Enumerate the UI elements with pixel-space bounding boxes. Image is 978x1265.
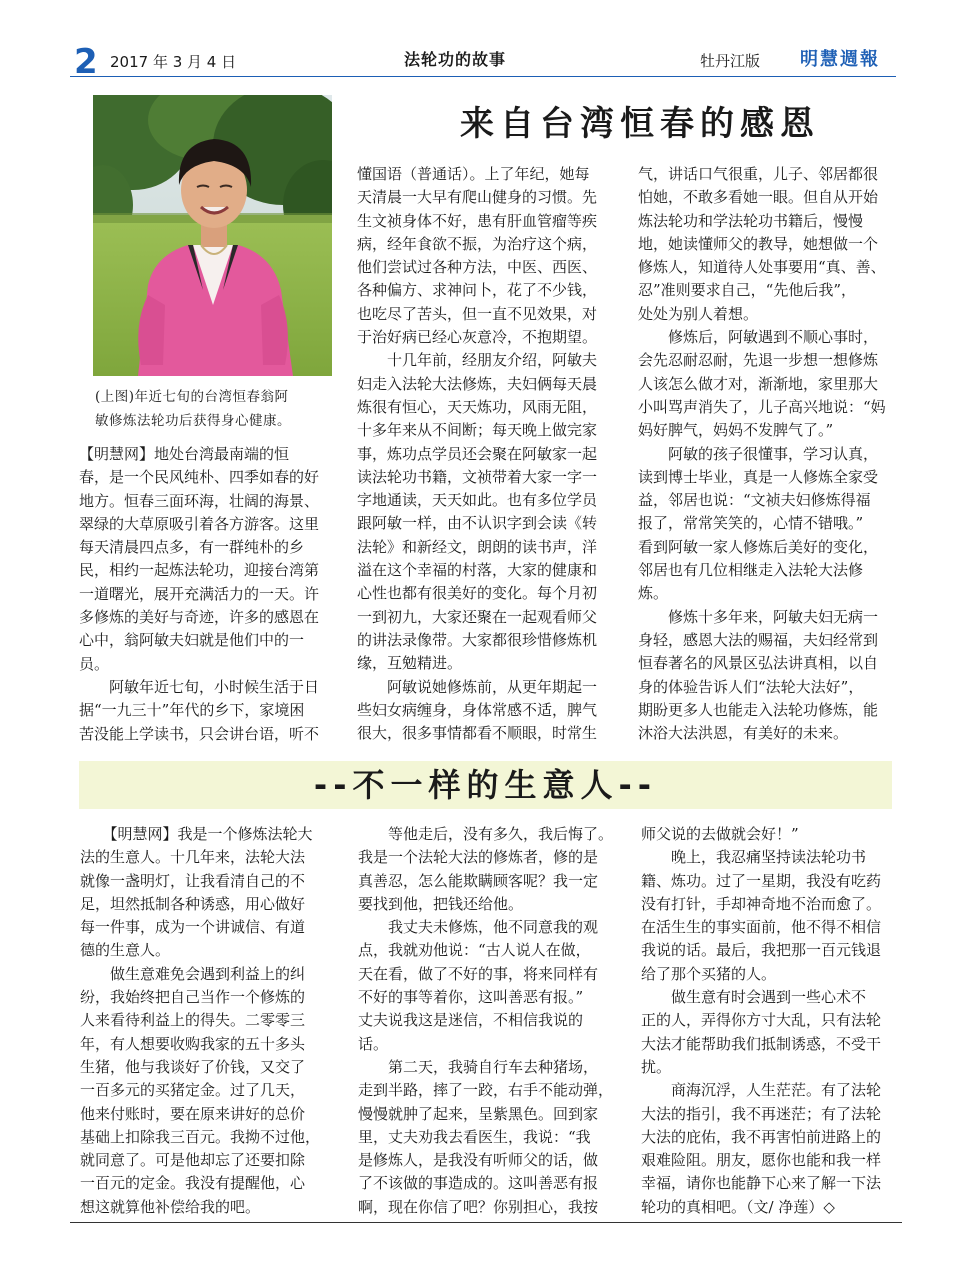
footer-rule — [70, 1222, 902, 1223]
photo-caption-line-2: 敏修炼法轮功后获得身心健康。 — [95, 413, 291, 429]
article-2-title: --不一样的生意人-- — [313, 766, 658, 804]
article-1-column-1: 【明慧网】地处台湾最南端的恒 春，是一个民风纯朴、四季如春的好 地方。恒春三面环海，壮阔的海景、 翠绿的大草原吸引着各方游客。这里 每天清晨四点多，有一群纯朴的乡 民，相约一起炼法轮功，迎接台湾第 一道曙光，展开充满活力的一天。许 多修炼的美好与奇迹，许多的感恩在 心中，翁阿敏夫妇就是他们中的一 员。 阿敏年近七旬，小时候生活于日 据“一九三十”年代的乡下，家境困 苦没能上学读书，只会讲台语，听不 — [79, 445, 320, 743]
article-2-column-3: 师父说的去做就会好！” 晚上，我忍痛坚持读法轮功书 籍、炼功。过了一星期，我没有吃药 没有打针，手却神奇地不治而愈了。 在活生生的事实面前，他不得不相信 我说的话。最后，我把那一百元钱退 给了那个买猪的人。 做生意有时会遇到一些心术不 正的人，弄得你方寸大乱，只有法轮 大法才能帮助我们抵制诱惑，不受干 扰。 商海沉浮，人生茫茫。有了法轮 大法的指引，我不再迷茫；有了法轮 大法的庇佑，我不再害怕前进路上的 艰难险阻。朋友，愿你也能和我一样 幸福，请你也能静下心来了解一下法 轮功的真相吧。（文/ 净莲）◇ — [641, 825, 882, 1216]
header-rule — [70, 76, 896, 77]
edition-label: 牡丹江版 — [700, 52, 761, 70]
issue-date: 2017 年 3 月 4 日 — [110, 53, 237, 71]
article-2-banner — [79, 761, 892, 809]
article-2-column-1: 【明慧网】我是一个修炼法轮大 法的生意人。十几年来，法轮大法 就像一盏明灯，让我看清自己的不 足，坦然抵制各种诱惑，用心做好 每一件事，成为一个讲诚信、有道 德的生意人。 做生意难免会遇到利益上的纠 纷，我始终把自己当作一个修炼的 人来看待利益上的得失。二零零三 年，有人想要收购我家的五十多头 生猪，他与我谈好了价钱，又交了 一百多元的买猪定金。过了几天， 他来付账时，要在原来讲好的总价 基础上扣除我三百元。我拗不过他， 就同意了。可是他却忘了还要扣除 一百元的定金。我没有提醒他，心 想这就算他补偿给我的吧。 — [80, 825, 321, 1216]
section-title: 法轮功的故事 — [404, 50, 507, 69]
article-2-column-2: 等他走后，没有多久，我后悔了。 我是一个法轮大法的修炼者，修的是 真善忍，怎么能欺瞒顾客呢？我一定 要找到他，把钱还给他。 我丈夫未修炼，他不同意我的观 点，我就劝他说：“古人说人在做， 天在看，做了不好的事，将来同样有 不好的事等着你，这叫善恶有报。” 丈夫说我这是迷信，不相信我说的 话。 第二天，我骑自行车去种猪场， 走到半路，摔了一跤，右手不能动弹， 慢慢就肿了起来，呈紫黑色。回到家 里，丈夫劝我去看医生，我说：“我 是修炼人，是我没有听师父的话，做 了不该做的事造成的。这叫善恶有报 啊，现在你信了吧？你别担心，我按 — [358, 825, 614, 1216]
article-1-title: 来自台湾恒春的感恩 — [460, 104, 820, 144]
article-1-column-3: 气，讲话口气很重，儿子、邻居都很 怕她，不敢多看她一眼。但自从开始 炼法轮功和学法轮功书籍后，慢慢 地，她读懂师父的教导，她想做一个 修炼人，知道待人处事要用“真、善、 忍”准则要求自己，“先他后我”， 处处为别人着想。 修炼后，阿敏遇到不顺心事时， 会先忍耐忍耐，先退一步想一想修炼 人该怎么做才对，渐渐地，家里那大 小叫骂声消失了，儿子高兴地说：“妈 妈好脾气，妈妈不发脾气了。” 阿敏的孩子很懂事，学习认真， 读到博士毕业，真是一人修炼全家受 益，邻居也说：“文祯夫妇修炼得福 报了，常常笑笑的，心情不错哦。” 看到阿敏一家人修炼后美好的变化， 邻居也有几位相继走入法轮大法修 炼。 修炼十多年来，阿敏夫妇无病一 身轻，感恩大法的赐福，夫妇经常到 恒春著名的风景区弘法讲真相，以自 身的体验告诉人们“法轮大法好”， 期盼更多人也能走入法轮功修炼，能 沐浴大法洪恩，有美好的未来。 — [638, 165, 886, 743]
photo-caption-line-1: (上图)年近七旬的台湾恒春翁阿 — [95, 389, 289, 405]
masthead: 明慧週報 — [800, 49, 880, 70]
article-1-column-2: 懂国语（普通话）。上了年纪，她每 天清晨一大早有爬山健身的习惯。先 生文祯身体不好，患有肝血管瘤等疾 病，经年食欲不振，为治疗这个病， 他们尝试过各种方法，中医、西医、 各种偏方、求神问卜，花了不少钱， 也吃尽了苦头，但一直不见效果，对 于治好病已经心灰意冷，不抱期望。 十几年前，经朋友介绍，阿敏夫 妇走入法轮大法修炼，夫妇俩每天晨 炼很有恒心，天天炼功，风雨无阻， 十多年来从不间断；每天晚上做完家 事，炼功点学员还会聚在阿敏家一起 读法轮功书籍，文祯带着大家一字一 字地通读，天天如此。也有多位学员 跟阿敏一样，由不认识字到会读《转 法轮》和新经文，朗朗的读书声，洋 溢在这个幸福的村落，大家的健康和 心性也都有很美好的变化。每个月初 一到初九，大家还聚在一起观看师父 的讲法录像带。大家都很珍惜修炼机 缘，互勉精进。 阿敏说她修炼前，从更年期起一 些妇女病缠身，身体常感不适，脾气 很大，很多事情都看不顺眼，时常生 — [357, 165, 598, 743]
portrait-photo — [93, 95, 332, 376]
page-number: 2 — [74, 42, 98, 82]
